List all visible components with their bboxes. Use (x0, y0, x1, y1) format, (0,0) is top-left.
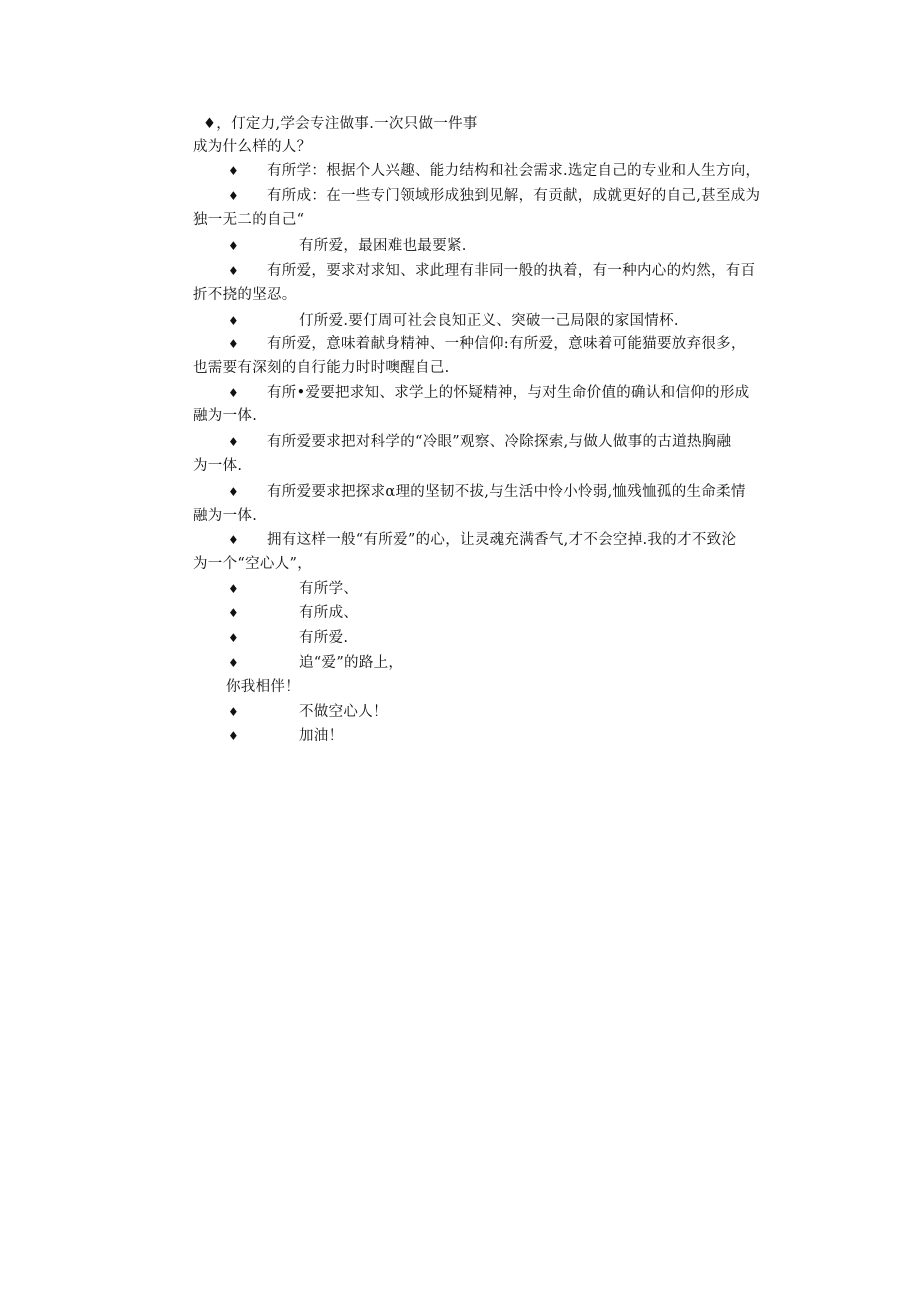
text-line: 有所学：根据个人兴趣、能力结构和社会需求.选定自己的专业和人生方向， (267, 163, 761, 179)
text-line: 独一无二的自己“ (193, 212, 305, 228)
diamond-bullet-icon: ♦ (228, 533, 239, 547)
text-line: 融为一体. (193, 508, 258, 524)
diamond-bullet-icon: ♦ (228, 435, 239, 449)
text-line: 有所成、 (299, 605, 359, 621)
diamond-bullet-icon: ♦ (228, 485, 239, 499)
text-line: 折不挠的坚忍。 (193, 287, 297, 303)
text-line: 追“爱”的路上， (299, 655, 404, 671)
text-line: 也需要有深刻的自行能力时时噢醒自己. (193, 360, 450, 376)
text-line: 有所成：在一些专门领域形成独到见解，有贡献，成就更好的自己,甚至成为 (267, 188, 761, 204)
diamond-bullet-icon: ♦ (228, 656, 239, 670)
text-line: 融为一体. (193, 408, 258, 424)
diamond-bullet-icon: ♦ (228, 606, 239, 620)
diamond-bullet-icon: ♦ (228, 631, 239, 645)
text-line: ♦，仃定力,学会专注做事.一次只做一件事 (203, 116, 478, 132)
text-line: 成为什么样的人？ (193, 139, 312, 155)
text-line: 加油！ (299, 728, 344, 744)
text-line: 有所•爱要把求知、求学上的怀疑精神，与对生命价值的确认和信仰的形成 (267, 385, 750, 401)
diamond-bullet-icon: ♦ (228, 264, 239, 278)
text-line: 你我相伴！ (226, 679, 300, 695)
text-line: 有所爱要求把探求α理的坚韧不拔,与生活中怜小怜弱,恤残恤孤的生命柔情 (267, 484, 746, 500)
diamond-bullet-icon: ♦ (228, 239, 239, 253)
diamond-bullet-icon: ♦ (228, 386, 239, 400)
diamond-bullet-icon: ♦ (228, 582, 239, 596)
text-line: 拥有这样一般“有所爱”的心，让灵魂充满香气,才不会空掉.我的才不致沦 (267, 532, 737, 548)
diamond-bullet-icon: ♦ (228, 729, 239, 743)
text-line: 为一体. (193, 458, 243, 474)
diamond-bullet-icon: ♦ (228, 189, 239, 203)
text-line: 有所爱要求把对科学的“冷眼”观察、冷除探索,与做人做事的古道热胸融 (267, 434, 732, 450)
diamond-bullet-icon: ♦ (228, 314, 239, 328)
text-line: 有所学、 (299, 581, 359, 597)
text-line: 有所爱，最困难也最要紧. (299, 238, 467, 254)
text-line: 有所爱，要求对求知、求此理有非同一般的执着，有一种内心的灼然，有百 (267, 263, 756, 279)
diamond-bullet-icon: ♦ (228, 705, 239, 719)
diamond-bullet-icon: ♦ (228, 337, 239, 351)
text-line: 为一个“空心人”， (193, 556, 313, 572)
text-line: 不做空心人！ (299, 704, 388, 720)
text-line: 有所爱. (299, 630, 349, 646)
text-line: 有所爱，意味着献身精神、一种信仰:有所爱，意味着可能猫要放弃很多， (267, 336, 746, 352)
text-line: 仃所爱.要仃周可社会良知正义、突破一己局限的家国情杯. (299, 313, 679, 329)
diamond-bullet-icon: ♦ (228, 164, 239, 178)
